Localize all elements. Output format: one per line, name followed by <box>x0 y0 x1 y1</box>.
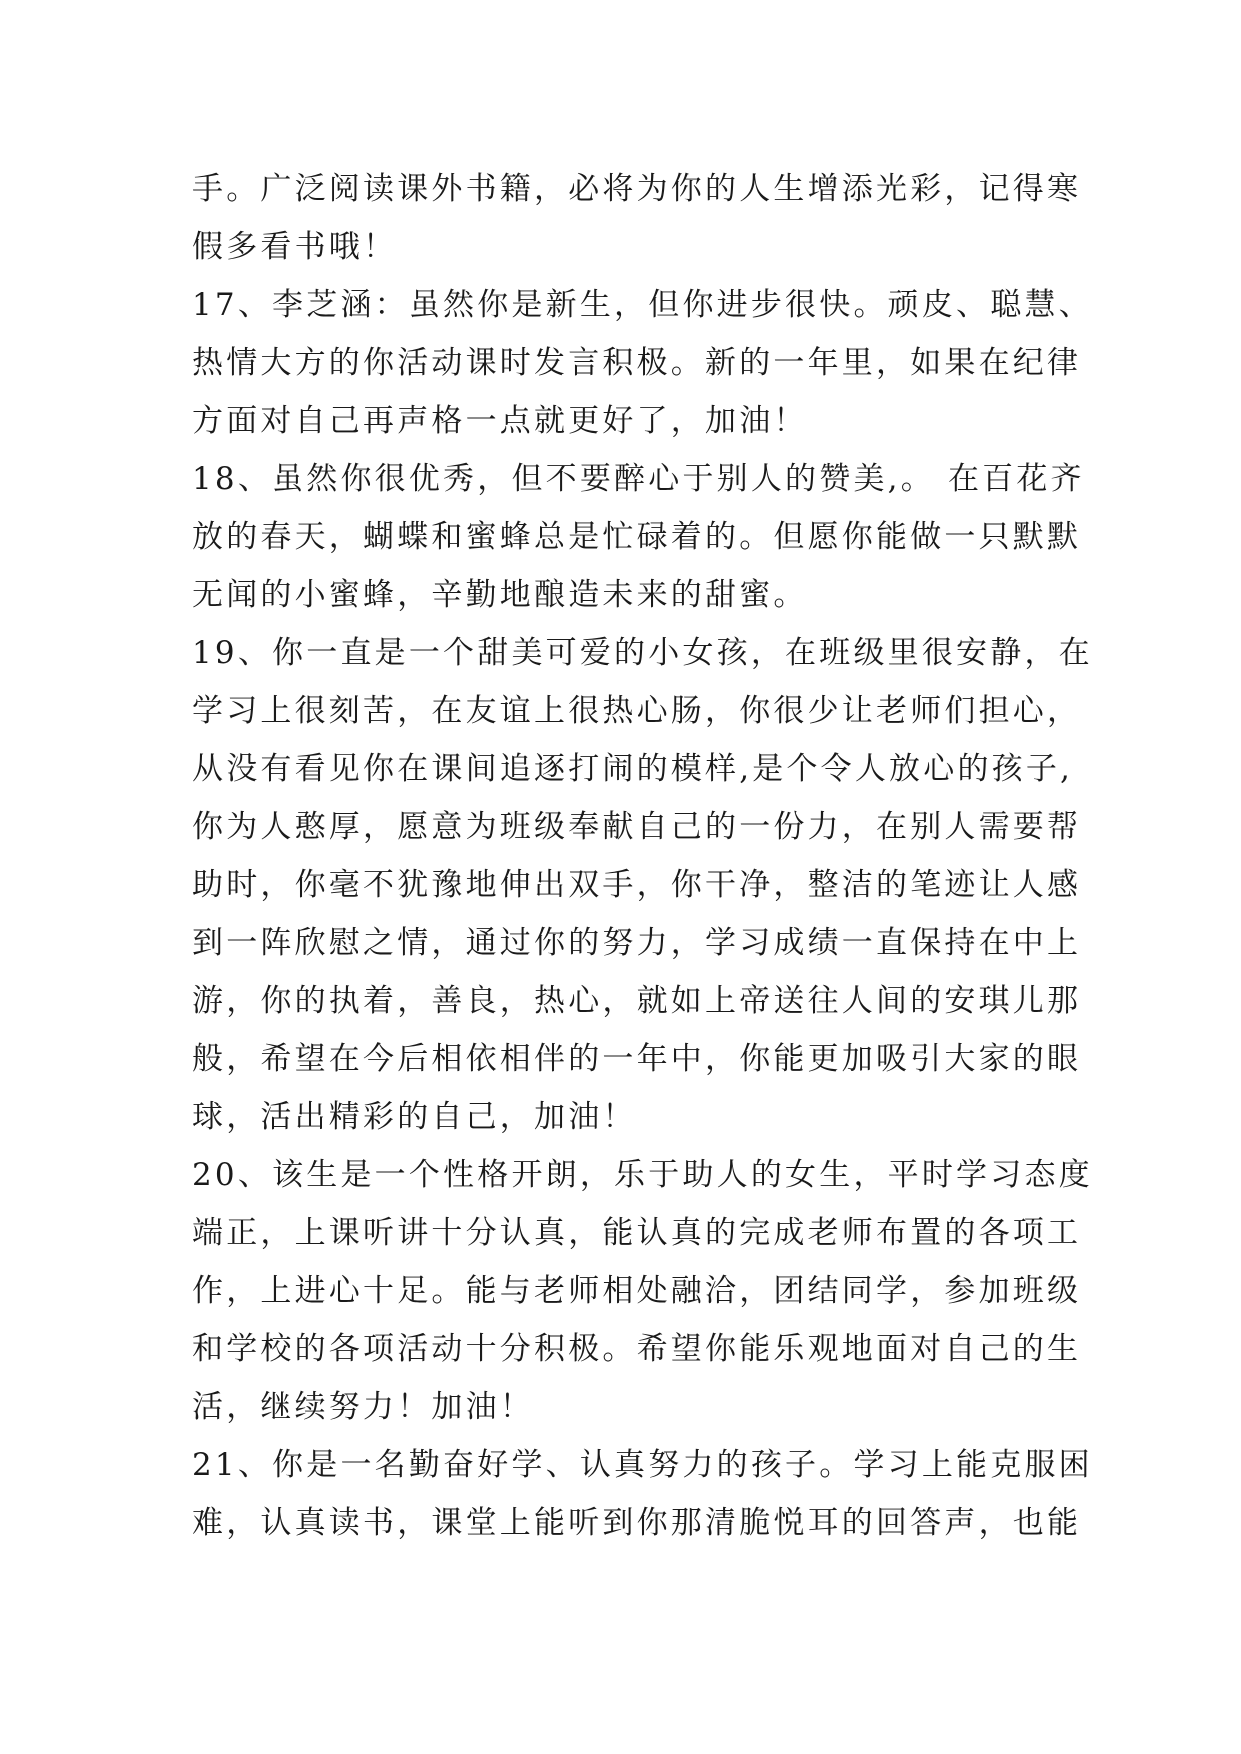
document-body <box>192 160 1093 1552</box>
text-line: 方面对自己再声格一点就更好了，加油！ <box>192 403 808 439</box>
text-line: 假多看书哦！ <box>192 229 398 265</box>
text-line: 无闻的小蜜蜂，辛勤地酿造未来的甜蜜。 <box>192 577 808 613</box>
text-line: 和学校的各项活动十分积极。希望你能乐观地面对自己的生 <box>192 1331 1082 1367</box>
text-line: 到一阵欣慰之情，通过你的努力，学习成绩一直保持在中上 <box>192 925 1082 961</box>
text-line: 21、你是一名勤奋好学、认真努力的孩子。学习上能克服困 <box>192 1447 1093 1483</box>
text-line: 学习上很刻苦，在友谊上很热心肠，你很少让老师们担心， <box>192 693 1082 729</box>
text-line: 你为人憨厚，愿意为班级奉献自己的一份力，在别人需要帮 <box>192 809 1082 845</box>
text-line: 手。广泛阅读课外书籍，必将为你的人生增添光彩，记得寒 <box>192 171 1082 207</box>
text-line: 般，希望在今后相依相伴的一年中，你能更加吸引大家的眼 <box>192 1041 1082 1077</box>
text-line: 20、该生是一个性格开朗，乐于助人的女生，平时学习态度 <box>192 1157 1093 1193</box>
text-line: 放的春天，蝴蝶和蜜蜂总是忙碌着的。但愿你能做一只默默 <box>192 519 1082 555</box>
text-line: 从没有看见你在课间追逐打闹的模样,是个令人放心的孩子, <box>192 751 1074 787</box>
text-line: 17、李芝涵：虽然你是新生，但你进步很快。顽皮、聪慧、 <box>192 287 1093 323</box>
text-line: 活，继续努力！加油！ <box>192 1389 534 1425</box>
text-line: 端正，上课听讲十分认真，能认真的完成老师布置的各项工 <box>192 1215 1082 1251</box>
text-line: 游，你的执着，善良，热心，就如上帝送往人间的安琪儿那 <box>192 983 1082 1019</box>
text-line: 作，上进心十足。能与老师相处融洽，团结同学，参加班级 <box>192 1273 1082 1309</box>
text-line: 球，活出精彩的自己，加油！ <box>192 1099 637 1135</box>
text-line: 19、你一直是一个甜美可爱的小女孩，在班级里很安静，在 <box>192 635 1093 671</box>
text-line: 18、虽然你很优秀，但不要醉心于别人的赞美,。 在百花齐 <box>192 461 1085 497</box>
text-line: 难，认真读书，课堂上能听到你那清脆悦耳的回答声，也能 <box>192 1505 1082 1541</box>
text-line: 热情大方的你活动课时发言积极。新的一年里，如果在纪律 <box>192 345 1082 381</box>
text-line: 助时，你毫不犹豫地伸出双手，你干净，整洁的笔迹让人感 <box>192 867 1082 903</box>
